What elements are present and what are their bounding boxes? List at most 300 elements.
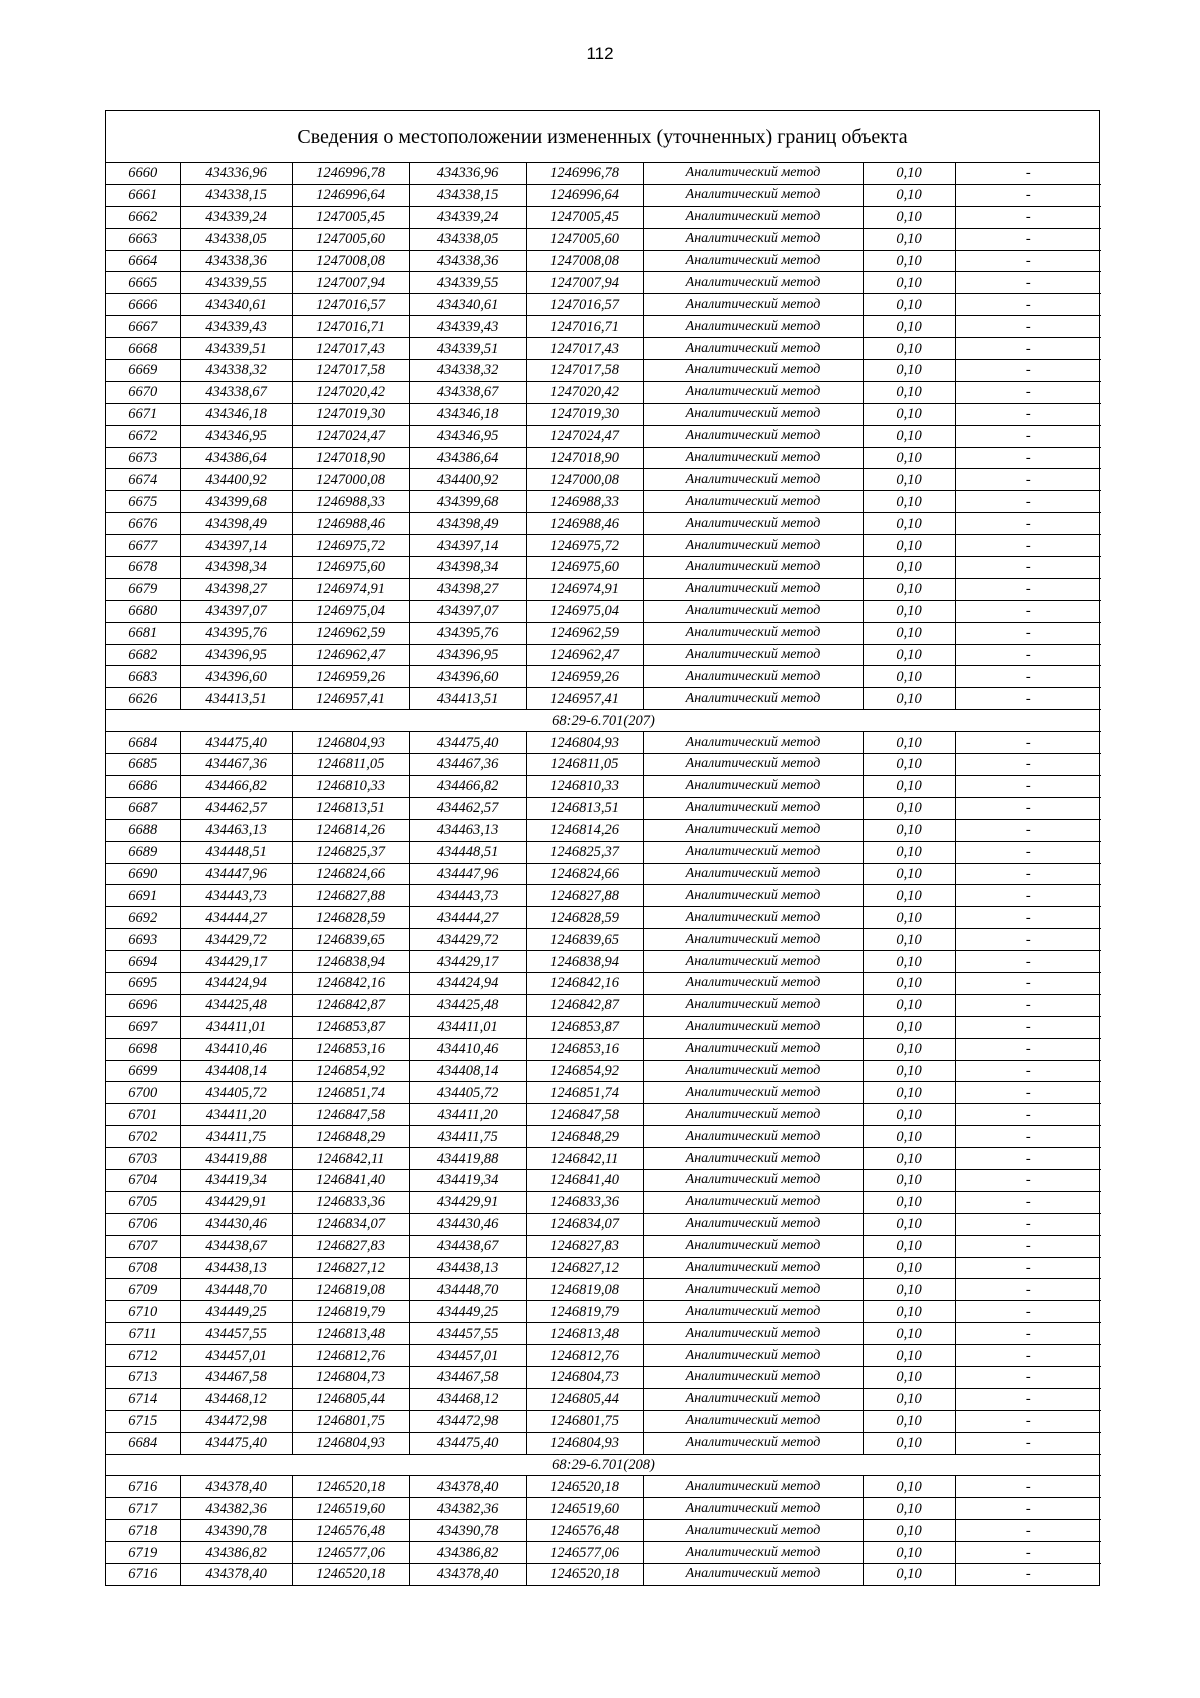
point-number-cell: 6716 bbox=[106, 1476, 180, 1498]
method-cell: Аналитический метод bbox=[643, 797, 863, 819]
method-cell: Аналитический метод bbox=[643, 1191, 863, 1213]
table-row bbox=[106, 294, 1101, 316]
method-cell: Аналитический метод bbox=[643, 1498, 863, 1520]
y-coordinate-new-cell: 1246811,05 bbox=[526, 754, 643, 776]
point-number-cell: 6708 bbox=[106, 1257, 180, 1279]
y-coordinate-existing-cell: 1247017,58 bbox=[292, 360, 409, 382]
y-coordinate-new-cell: 1246805,44 bbox=[526, 1388, 643, 1410]
y-coordinate-new-cell: 1246804,93 bbox=[526, 732, 643, 754]
y-coordinate-new-cell: 1246848,29 bbox=[526, 1126, 643, 1148]
description-cell: - bbox=[955, 666, 1101, 688]
accuracy-cell: 0,10 bbox=[863, 951, 955, 973]
method-cell: Аналитический метод bbox=[643, 338, 863, 360]
y-coordinate-new-cell: 1247005,45 bbox=[526, 206, 643, 228]
table-row bbox=[106, 929, 1101, 951]
table-row bbox=[106, 1520, 1101, 1542]
description-cell: - bbox=[955, 447, 1101, 469]
x-coordinate-new-cell: 434457,55 bbox=[409, 1323, 526, 1345]
x-coordinate-new-cell: 434457,01 bbox=[409, 1345, 526, 1367]
method-cell: Аналитический метод bbox=[643, 557, 863, 579]
y-coordinate-new-cell: 1247016,71 bbox=[526, 316, 643, 338]
x-coordinate-existing-cell: 434411,20 bbox=[180, 1104, 292, 1126]
method-cell: Аналитический метод bbox=[643, 206, 863, 228]
method-cell: Аналитический метод bbox=[643, 316, 863, 338]
point-number-cell: 6663 bbox=[106, 228, 180, 250]
x-coordinate-existing-cell: 434411,01 bbox=[180, 1016, 292, 1038]
y-coordinate-new-cell: 1246813,51 bbox=[526, 797, 643, 819]
y-coordinate-existing-cell: 1246957,41 bbox=[292, 688, 409, 710]
method-cell: Аналитический метод bbox=[643, 1323, 863, 1345]
accuracy-cell: 0,10 bbox=[863, 797, 955, 819]
point-number-cell: 6672 bbox=[106, 425, 180, 447]
description-cell: - bbox=[955, 622, 1101, 644]
description-cell: - bbox=[955, 1564, 1101, 1585]
y-coordinate-existing-cell: 1246813,51 bbox=[292, 797, 409, 819]
description-cell: - bbox=[955, 425, 1101, 447]
method-cell: Аналитический метод bbox=[643, 951, 863, 973]
y-coordinate-existing-cell: 1246819,79 bbox=[292, 1301, 409, 1323]
x-coordinate-new-cell: 434338,05 bbox=[409, 228, 526, 250]
accuracy-cell: 0,10 bbox=[863, 1126, 955, 1148]
description-cell: - bbox=[955, 1345, 1101, 1367]
y-coordinate-existing-cell: 1246814,26 bbox=[292, 819, 409, 841]
x-coordinate-existing-cell: 434462,57 bbox=[180, 797, 292, 819]
point-number-cell: 6719 bbox=[106, 1542, 180, 1564]
description-cell: - bbox=[955, 491, 1101, 513]
y-coordinate-existing-cell: 1246812,76 bbox=[292, 1345, 409, 1367]
table-row bbox=[106, 425, 1101, 447]
accuracy-cell: 0,10 bbox=[863, 294, 955, 316]
point-number-cell: 6677 bbox=[106, 535, 180, 557]
x-coordinate-existing-cell: 434398,34 bbox=[180, 557, 292, 579]
description-cell: - bbox=[955, 360, 1101, 382]
x-coordinate-existing-cell: 434338,15 bbox=[180, 184, 292, 206]
table-row bbox=[106, 1148, 1101, 1170]
y-coordinate-existing-cell: 1246519,60 bbox=[292, 1498, 409, 1520]
description-cell: - bbox=[955, 184, 1101, 206]
accuracy-cell: 0,10 bbox=[863, 907, 955, 929]
point-number-cell: 6668 bbox=[106, 338, 180, 360]
y-coordinate-existing-cell: 1247016,57 bbox=[292, 294, 409, 316]
x-coordinate-existing-cell: 434419,88 bbox=[180, 1148, 292, 1170]
description-cell: - bbox=[955, 907, 1101, 929]
table-row bbox=[106, 1345, 1101, 1367]
y-coordinate-existing-cell: 1246842,16 bbox=[292, 972, 409, 994]
y-coordinate-new-cell: 1247024,47 bbox=[526, 425, 643, 447]
y-coordinate-new-cell: 1247018,90 bbox=[526, 447, 643, 469]
y-coordinate-new-cell: 1246996,78 bbox=[526, 163, 643, 184]
table-row bbox=[106, 907, 1101, 929]
accuracy-cell: 0,10 bbox=[863, 622, 955, 644]
x-coordinate-existing-cell: 434424,94 bbox=[180, 972, 292, 994]
x-coordinate-new-cell: 434405,72 bbox=[409, 1082, 526, 1104]
table-row bbox=[106, 754, 1101, 776]
accuracy-cell: 0,10 bbox=[863, 1542, 955, 1564]
method-cell: Аналитический метод bbox=[643, 250, 863, 272]
x-coordinate-existing-cell: 434390,78 bbox=[180, 1520, 292, 1542]
point-number-cell: 6675 bbox=[106, 491, 180, 513]
x-coordinate-existing-cell: 434447,96 bbox=[180, 863, 292, 885]
x-coordinate-new-cell: 434396,60 bbox=[409, 666, 526, 688]
table-row bbox=[106, 1016, 1101, 1038]
table-row bbox=[106, 1235, 1101, 1257]
description-cell: - bbox=[955, 1410, 1101, 1432]
table-row bbox=[106, 1082, 1101, 1104]
table-row bbox=[106, 578, 1101, 600]
table-row bbox=[106, 1126, 1101, 1148]
table-row bbox=[106, 1301, 1101, 1323]
x-coordinate-existing-cell: 434346,95 bbox=[180, 425, 292, 447]
point-number-cell: 6702 bbox=[106, 1126, 180, 1148]
description-cell: - bbox=[955, 1366, 1101, 1388]
method-cell: Аналитический метод bbox=[643, 644, 863, 666]
method-cell: Аналитический метод bbox=[643, 163, 863, 184]
x-coordinate-existing-cell: 434410,46 bbox=[180, 1038, 292, 1060]
method-cell: Аналитический метод bbox=[643, 1257, 863, 1279]
point-number-cell: 6715 bbox=[106, 1410, 180, 1432]
method-cell: Аналитический метод bbox=[643, 1060, 863, 1082]
method-cell: Аналитический метод bbox=[643, 1432, 863, 1454]
method-cell: Аналитический метод bbox=[643, 1520, 863, 1542]
accuracy-cell: 0,10 bbox=[863, 688, 955, 710]
table-row bbox=[106, 316, 1101, 338]
x-coordinate-new-cell: 434400,92 bbox=[409, 469, 526, 491]
accuracy-cell: 0,10 bbox=[863, 1060, 955, 1082]
description-cell: - bbox=[955, 1301, 1101, 1323]
description-cell: - bbox=[955, 819, 1101, 841]
x-coordinate-existing-cell: 434419,34 bbox=[180, 1169, 292, 1191]
y-coordinate-existing-cell: 1247008,08 bbox=[292, 250, 409, 272]
table-row bbox=[106, 272, 1101, 294]
accuracy-cell: 0,10 bbox=[863, 754, 955, 776]
point-number-cell: 6685 bbox=[106, 754, 180, 776]
y-coordinate-new-cell: 1246827,88 bbox=[526, 885, 643, 907]
x-coordinate-new-cell: 434398,49 bbox=[409, 513, 526, 535]
description-cell: - bbox=[955, 1016, 1101, 1038]
description-cell: - bbox=[955, 513, 1101, 535]
method-cell: Аналитический метод bbox=[643, 1169, 863, 1191]
accuracy-cell: 0,10 bbox=[863, 513, 955, 535]
description-cell: - bbox=[955, 1191, 1101, 1213]
description-cell: - bbox=[955, 600, 1101, 622]
y-coordinate-new-cell: 1247017,43 bbox=[526, 338, 643, 360]
point-number-cell: 6709 bbox=[106, 1279, 180, 1301]
x-coordinate-new-cell: 434438,13 bbox=[409, 1257, 526, 1279]
x-coordinate-existing-cell: 434425,48 bbox=[180, 994, 292, 1016]
point-number-cell: 6678 bbox=[106, 557, 180, 579]
accuracy-cell: 0,10 bbox=[863, 929, 955, 951]
accuracy-cell: 0,10 bbox=[863, 1520, 955, 1542]
table-row bbox=[106, 951, 1101, 973]
y-coordinate-new-cell: 1246851,74 bbox=[526, 1082, 643, 1104]
x-coordinate-new-cell: 434399,68 bbox=[409, 491, 526, 513]
point-number-cell: 6683 bbox=[106, 666, 180, 688]
y-coordinate-existing-cell: 1246974,91 bbox=[292, 578, 409, 600]
description-cell: - bbox=[955, 535, 1101, 557]
x-coordinate-new-cell: 434338,32 bbox=[409, 360, 526, 382]
method-cell: Аналитический метод bbox=[643, 469, 863, 491]
y-coordinate-existing-cell: 1246804,93 bbox=[292, 732, 409, 754]
method-cell: Аналитический метод bbox=[643, 1126, 863, 1148]
table-row bbox=[106, 732, 1101, 754]
description-cell: - bbox=[955, 1476, 1101, 1498]
accuracy-cell: 0,10 bbox=[863, 1345, 955, 1367]
point-number-cell: 6694 bbox=[106, 951, 180, 973]
x-coordinate-new-cell: 434338,15 bbox=[409, 184, 526, 206]
table-row bbox=[106, 1476, 1101, 1498]
y-coordinate-existing-cell: 1246828,59 bbox=[292, 907, 409, 929]
description-cell: - bbox=[955, 929, 1101, 951]
description-cell: - bbox=[955, 1323, 1101, 1345]
accuracy-cell: 0,10 bbox=[863, 1104, 955, 1126]
description-cell: - bbox=[955, 885, 1101, 907]
description-cell: - bbox=[955, 1520, 1101, 1542]
accuracy-cell: 0,10 bbox=[863, 338, 955, 360]
point-number-cell: 6713 bbox=[106, 1366, 180, 1388]
description-cell: - bbox=[955, 1388, 1101, 1410]
accuracy-cell: 0,10 bbox=[863, 732, 955, 754]
point-number-cell: 6671 bbox=[106, 403, 180, 425]
x-coordinate-new-cell: 434425,48 bbox=[409, 994, 526, 1016]
x-coordinate-new-cell: 434339,55 bbox=[409, 272, 526, 294]
table-row bbox=[106, 841, 1101, 863]
description-cell: - bbox=[955, 403, 1101, 425]
method-cell: Аналитический метод bbox=[643, 994, 863, 1016]
point-number-cell: 6707 bbox=[106, 1235, 180, 1257]
x-coordinate-new-cell: 434340,61 bbox=[409, 294, 526, 316]
table-row bbox=[106, 1038, 1101, 1060]
x-coordinate-new-cell: 434466,82 bbox=[409, 775, 526, 797]
y-coordinate-existing-cell: 1246839,65 bbox=[292, 929, 409, 951]
coordinates-table-frame bbox=[105, 110, 1100, 1586]
description-cell: - bbox=[955, 1169, 1101, 1191]
table-row bbox=[106, 1498, 1101, 1520]
y-coordinate-existing-cell: 1247018,90 bbox=[292, 447, 409, 469]
x-coordinate-new-cell: 434475,40 bbox=[409, 732, 526, 754]
y-coordinate-new-cell: 1246804,73 bbox=[526, 1366, 643, 1388]
x-coordinate-new-cell: 434429,91 bbox=[409, 1191, 526, 1213]
x-coordinate-existing-cell: 434338,36 bbox=[180, 250, 292, 272]
accuracy-cell: 0,10 bbox=[863, 863, 955, 885]
point-number-cell: 6692 bbox=[106, 907, 180, 929]
x-coordinate-new-cell: 434410,46 bbox=[409, 1038, 526, 1060]
accuracy-cell: 0,10 bbox=[863, 557, 955, 579]
table-row bbox=[106, 491, 1101, 513]
y-coordinate-new-cell: 1246847,58 bbox=[526, 1104, 643, 1126]
x-coordinate-existing-cell: 434395,76 bbox=[180, 622, 292, 644]
x-coordinate-existing-cell: 434443,73 bbox=[180, 885, 292, 907]
y-coordinate-new-cell: 1246974,91 bbox=[526, 578, 643, 600]
section-row bbox=[106, 710, 1101, 732]
x-coordinate-existing-cell: 434408,14 bbox=[180, 1060, 292, 1082]
x-coordinate-existing-cell: 434449,25 bbox=[180, 1301, 292, 1323]
accuracy-cell: 0,10 bbox=[863, 1082, 955, 1104]
method-cell: Аналитический метод bbox=[643, 819, 863, 841]
y-coordinate-existing-cell: 1246801,75 bbox=[292, 1410, 409, 1432]
x-coordinate-existing-cell: 434457,01 bbox=[180, 1345, 292, 1367]
x-coordinate-existing-cell: 434378,40 bbox=[180, 1476, 292, 1498]
accuracy-cell: 0,10 bbox=[863, 994, 955, 1016]
coordinates-table bbox=[106, 163, 1101, 1585]
method-cell: Аналитический метод bbox=[643, 403, 863, 425]
method-cell: Аналитический метод bbox=[643, 622, 863, 644]
y-coordinate-new-cell: 1246825,37 bbox=[526, 841, 643, 863]
y-coordinate-existing-cell: 1246996,64 bbox=[292, 184, 409, 206]
accuracy-cell: 0,10 bbox=[863, 1169, 955, 1191]
x-coordinate-new-cell: 434424,94 bbox=[409, 972, 526, 994]
y-coordinate-existing-cell: 1246851,74 bbox=[292, 1082, 409, 1104]
method-cell: Аналитический метод bbox=[643, 688, 863, 710]
description-cell: - bbox=[955, 732, 1101, 754]
point-number-cell: 6714 bbox=[106, 1388, 180, 1410]
x-coordinate-new-cell: 434468,12 bbox=[409, 1388, 526, 1410]
y-coordinate-new-cell: 1246520,18 bbox=[526, 1476, 643, 1498]
table-row bbox=[106, 1323, 1101, 1345]
x-coordinate-new-cell: 434429,72 bbox=[409, 929, 526, 951]
y-coordinate-existing-cell: 1246824,66 bbox=[292, 863, 409, 885]
accuracy-cell: 0,10 bbox=[863, 1257, 955, 1279]
y-coordinate-existing-cell: 1246848,29 bbox=[292, 1126, 409, 1148]
point-number-cell: 6664 bbox=[106, 250, 180, 272]
y-coordinate-existing-cell: 1247000,08 bbox=[292, 469, 409, 491]
section-row bbox=[106, 1454, 1101, 1476]
x-coordinate-new-cell: 434382,36 bbox=[409, 1498, 526, 1520]
y-coordinate-existing-cell: 1247024,47 bbox=[292, 425, 409, 447]
x-coordinate-existing-cell: 434405,72 bbox=[180, 1082, 292, 1104]
method-cell: Аналитический метод bbox=[643, 972, 863, 994]
point-number-cell: 6691 bbox=[106, 885, 180, 907]
x-coordinate-existing-cell: 434429,72 bbox=[180, 929, 292, 951]
description-cell: - bbox=[955, 578, 1101, 600]
point-number-cell: 6689 bbox=[106, 841, 180, 863]
x-coordinate-existing-cell: 434397,14 bbox=[180, 535, 292, 557]
y-coordinate-new-cell: 1246810,33 bbox=[526, 775, 643, 797]
description-cell: - bbox=[955, 775, 1101, 797]
x-coordinate-existing-cell: 434386,82 bbox=[180, 1542, 292, 1564]
x-coordinate-new-cell: 434390,78 bbox=[409, 1520, 526, 1542]
y-coordinate-new-cell: 1246975,04 bbox=[526, 600, 643, 622]
description-cell: - bbox=[955, 469, 1101, 491]
point-number-cell: 6667 bbox=[106, 316, 180, 338]
y-coordinate-new-cell: 1247008,08 bbox=[526, 250, 643, 272]
method-cell: Аналитический метод bbox=[643, 1038, 863, 1060]
x-coordinate-new-cell: 434447,96 bbox=[409, 863, 526, 885]
method-cell: Аналитический метод bbox=[643, 425, 863, 447]
point-number-cell: 6686 bbox=[106, 775, 180, 797]
method-cell: Аналитический метод bbox=[643, 929, 863, 951]
point-number-cell: 6710 bbox=[106, 1301, 180, 1323]
x-coordinate-existing-cell: 434429,17 bbox=[180, 951, 292, 973]
y-coordinate-new-cell: 1246519,60 bbox=[526, 1498, 643, 1520]
x-coordinate-existing-cell: 434466,82 bbox=[180, 775, 292, 797]
x-coordinate-new-cell: 434438,67 bbox=[409, 1235, 526, 1257]
x-coordinate-existing-cell: 434438,13 bbox=[180, 1257, 292, 1279]
y-coordinate-new-cell: 1246576,48 bbox=[526, 1520, 643, 1542]
x-coordinate-existing-cell: 434396,60 bbox=[180, 666, 292, 688]
method-cell: Аналитический метод bbox=[643, 1366, 863, 1388]
y-coordinate-new-cell: 1246988,46 bbox=[526, 513, 643, 535]
page-number: 112 bbox=[586, 44, 614, 63]
description-cell: - bbox=[955, 316, 1101, 338]
x-coordinate-existing-cell: 434339,43 bbox=[180, 316, 292, 338]
x-coordinate-new-cell: 434408,14 bbox=[409, 1060, 526, 1082]
x-coordinate-new-cell: 434463,13 bbox=[409, 819, 526, 841]
y-coordinate-existing-cell: 1247005,45 bbox=[292, 206, 409, 228]
point-number-cell: 6699 bbox=[106, 1060, 180, 1082]
description-cell: - bbox=[955, 994, 1101, 1016]
method-cell: Аналитический метод bbox=[643, 1564, 863, 1585]
y-coordinate-existing-cell: 1246577,06 bbox=[292, 1542, 409, 1564]
table-row bbox=[106, 1169, 1101, 1191]
x-coordinate-new-cell: 434336,96 bbox=[409, 163, 526, 184]
table-row bbox=[106, 1060, 1101, 1082]
point-number-cell: 6626 bbox=[106, 688, 180, 710]
accuracy-cell: 0,10 bbox=[863, 272, 955, 294]
method-cell: Аналитический метод bbox=[643, 1148, 863, 1170]
method-cell: Аналитический метод bbox=[643, 228, 863, 250]
x-coordinate-new-cell: 434429,17 bbox=[409, 951, 526, 973]
y-coordinate-existing-cell: 1246520,18 bbox=[292, 1564, 409, 1585]
accuracy-cell: 0,10 bbox=[863, 206, 955, 228]
x-coordinate-existing-cell: 434467,58 bbox=[180, 1366, 292, 1388]
y-coordinate-new-cell: 1246841,40 bbox=[526, 1169, 643, 1191]
y-coordinate-existing-cell: 1246988,33 bbox=[292, 491, 409, 513]
x-coordinate-existing-cell: 434467,36 bbox=[180, 754, 292, 776]
y-coordinate-existing-cell: 1246813,48 bbox=[292, 1323, 409, 1345]
description-cell: - bbox=[955, 163, 1101, 184]
x-coordinate-existing-cell: 434475,40 bbox=[180, 732, 292, 754]
section-label: 68:29-6.701(208) bbox=[106, 1454, 1101, 1476]
x-coordinate-new-cell: 434339,24 bbox=[409, 206, 526, 228]
description-cell: - bbox=[955, 951, 1101, 973]
point-number-cell: 6662 bbox=[106, 206, 180, 228]
accuracy-cell: 0,10 bbox=[863, 491, 955, 513]
accuracy-cell: 0,10 bbox=[863, 184, 955, 206]
y-coordinate-new-cell: 1246827,12 bbox=[526, 1257, 643, 1279]
method-cell: Аналитический метод bbox=[643, 732, 863, 754]
table-row bbox=[106, 994, 1101, 1016]
accuracy-cell: 0,10 bbox=[863, 1148, 955, 1170]
x-coordinate-new-cell: 434338,36 bbox=[409, 250, 526, 272]
x-coordinate-new-cell: 434346,18 bbox=[409, 403, 526, 425]
description-cell: - bbox=[955, 1060, 1101, 1082]
y-coordinate-existing-cell: 1246576,48 bbox=[292, 1520, 409, 1542]
table-row bbox=[106, 557, 1101, 579]
description-cell: - bbox=[955, 1498, 1101, 1520]
point-number-cell: 6680 bbox=[106, 600, 180, 622]
x-coordinate-existing-cell: 434472,98 bbox=[180, 1410, 292, 1432]
accuracy-cell: 0,10 bbox=[863, 1235, 955, 1257]
method-cell: Аналитический метод bbox=[643, 1235, 863, 1257]
point-number-cell: 6676 bbox=[106, 513, 180, 535]
table-row bbox=[106, 206, 1101, 228]
y-coordinate-new-cell: 1246834,07 bbox=[526, 1213, 643, 1235]
y-coordinate-existing-cell: 1247019,30 bbox=[292, 403, 409, 425]
table-row bbox=[106, 688, 1101, 710]
x-coordinate-new-cell: 434475,40 bbox=[409, 1432, 526, 1454]
x-coordinate-existing-cell: 434338,32 bbox=[180, 360, 292, 382]
point-number-cell: 6661 bbox=[106, 184, 180, 206]
accuracy-cell: 0,10 bbox=[863, 1388, 955, 1410]
method-cell: Аналитический метод bbox=[643, 272, 863, 294]
point-number-cell: 6696 bbox=[106, 994, 180, 1016]
x-coordinate-new-cell: 434448,51 bbox=[409, 841, 526, 863]
y-coordinate-existing-cell: 1246819,08 bbox=[292, 1279, 409, 1301]
description-cell: - bbox=[955, 1213, 1101, 1235]
x-coordinate-new-cell: 434378,40 bbox=[409, 1564, 526, 1585]
accuracy-cell: 0,10 bbox=[863, 1279, 955, 1301]
y-coordinate-existing-cell: 1246975,60 bbox=[292, 557, 409, 579]
